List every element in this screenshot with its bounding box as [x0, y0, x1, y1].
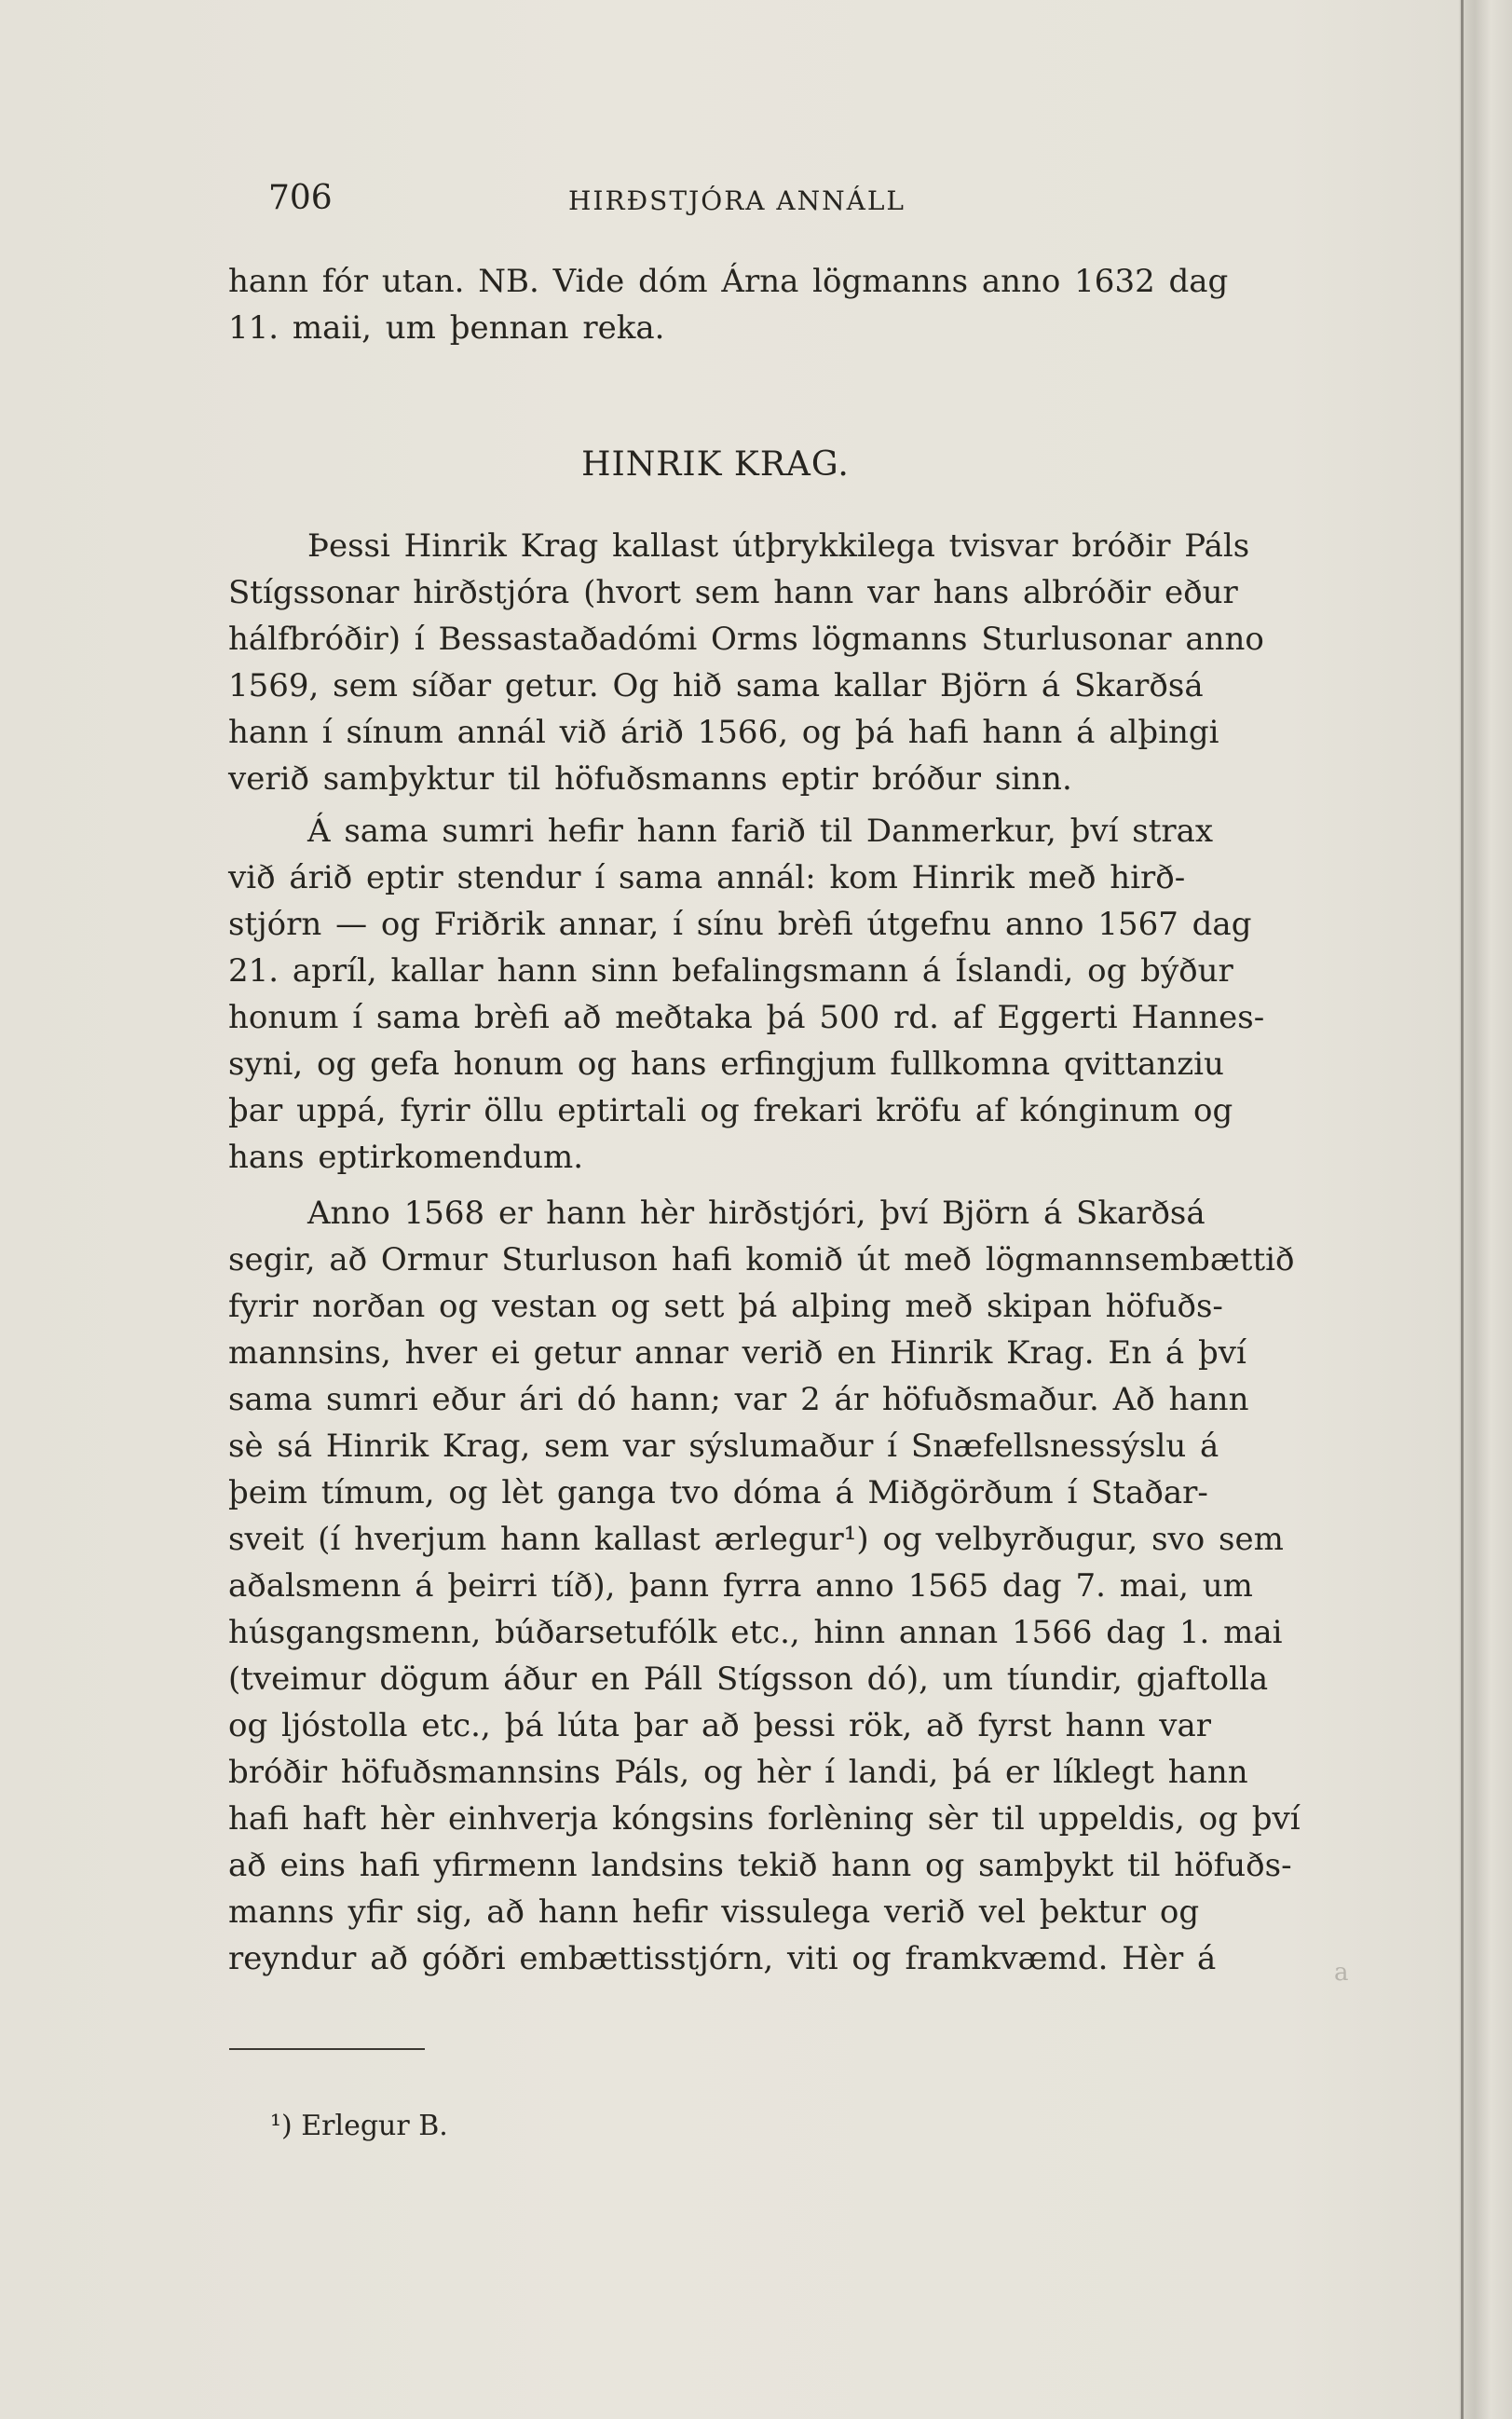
page-header: [268, 175, 1330, 222]
text-line: hálfbróðir) í Bessastaðadómi Orms lögmanns Sturlusonar anno: [228, 621, 1264, 658]
running-head: HIRÐSTJÓRA ANNÁLL: [568, 185, 906, 216]
text-line: sè sá Hinrik Krag, sem var sýslumaður í Snæfellsnessýslu á: [228, 1428, 1219, 1465]
text-line: aðalsmenn á þeirri tíð), þann fyrra anno 1565 dag 7. mai, um: [228, 1567, 1253, 1605]
text-line: Stígssonar hirðstjóra (hvort sem hann var hans albróðir eður: [228, 574, 1238, 611]
text-line: segir, að Ormur Sturluson hafi komið út með lögmannsembættið: [228, 1241, 1295, 1278]
text-line: þar uppá, fyrir öllu eptirtali og frekari kröfu af kónginum og: [228, 1092, 1233, 1129]
text-line: við árið eptir stendur í sama annál: kom Hinrik með hirð-: [228, 859, 1186, 896]
text-line: stjórn — og Friðrik annar, í sínu brèfi útgefnu anno 1567 dag: [228, 906, 1252, 943]
text-line: bróðir höfuðsmannsins Páls, og hèr í landi, þá er líklegt hann: [228, 1754, 1248, 1791]
text-line: hann fór utan. NB. Vide dóm Árna lögmanns anno 1632 dag: [228, 263, 1229, 300]
text-line: 1569, sem síðar getur. Og hið sama kallar Björn á Skarðsá: [228, 667, 1204, 704]
paragraph-first-line: Á sama sumri hefir hann farið til Danmerkur, því strax: [307, 813, 1214, 850]
section-title: HINRIK KRAG.: [581, 445, 850, 484]
gutter-line: [1461, 0, 1464, 2419]
text-line: (tveimur dögum áður en Páll Stígsson dó), um tíundir, gjaftolla: [228, 1660, 1269, 1698]
text-line: mannsins, hver ei getur annar verið en Hinrik Krag. En á því: [228, 1334, 1246, 1372]
paragraph-first-line: Þessi Hinrik Krag kallast útþrykkilega tvisvar bróðir Páls: [307, 527, 1250, 565]
text-line: 11. maii, um þennan reka.: [228, 309, 665, 347]
book-spine-shadow: [1459, 0, 1512, 2419]
text-line: sveit (í hverjum hann kallast ærlegur¹) og velbyrðugur, svo sem: [228, 1521, 1284, 1558]
text-line: fyrir norðan og vestan og sett þá alþing með skipan höfuðs-: [228, 1288, 1223, 1325]
text-line: þeim tímum, og lèt ganga tvo dóma á Miðgörðum í Staðar-: [228, 1474, 1208, 1511]
text-line: honum í sama brèfi að meðtaka þá 500 rd. af Eggerti Hannes-: [228, 999, 1265, 1036]
footnote: ¹) Erlegur B.: [270, 2110, 448, 2142]
text-line: að eins hafi yfirmenn landsins tekið hann og samþykt til höfuðs-: [228, 1847, 1292, 1884]
text-line: hafi haft hèr einhverja kóngsins forlèning sèr til uppeldis, og því: [228, 1800, 1301, 1838]
text-line: 21. apríl, kallar hann sinn befalingsmann á Íslandi, og býður: [228, 952, 1233, 990]
text-line: verið samþyktur til höfuðsmanns eptir bróður sinn.: [228, 760, 1072, 798]
text-line: manns yfir sig, að hann hefir vissulega verið vel þektur og: [228, 1893, 1200, 1931]
text-line: syni, og gefa honum og hans erfingjum fullkomna qvittanziu: [228, 1046, 1224, 1083]
text-line: sama sumri eður ári dó hann; var 2 ár höfuðsmaður. Að hann: [228, 1381, 1249, 1418]
footnote-rule: [229, 2048, 425, 2050]
text-line: reyndur að góðri embættisstjórn, viti og framkvæmd. Hèr á: [228, 1940, 1217, 1977]
text-line: og ljóstolla etc., þá lúta þar að þessi rök, að fyrst hann var: [228, 1707, 1212, 1744]
text-line: hann í sínum annál við árið 1566, og þá hafi hann á alþingi: [228, 714, 1219, 751]
margin-note: a: [1334, 1959, 1349, 1987]
text-line: húsgangsmenn, búðarsetufólk etc., hinn annan 1566 dag 1. mai: [228, 1614, 1283, 1651]
page-number: 706: [268, 179, 333, 217]
text-line: hans eptirkomendum.: [228, 1139, 584, 1176]
paragraph-first-line: Anno 1568 er hann hèr hirðstjóri, því Björn á Skarðsá: [307, 1195, 1206, 1232]
